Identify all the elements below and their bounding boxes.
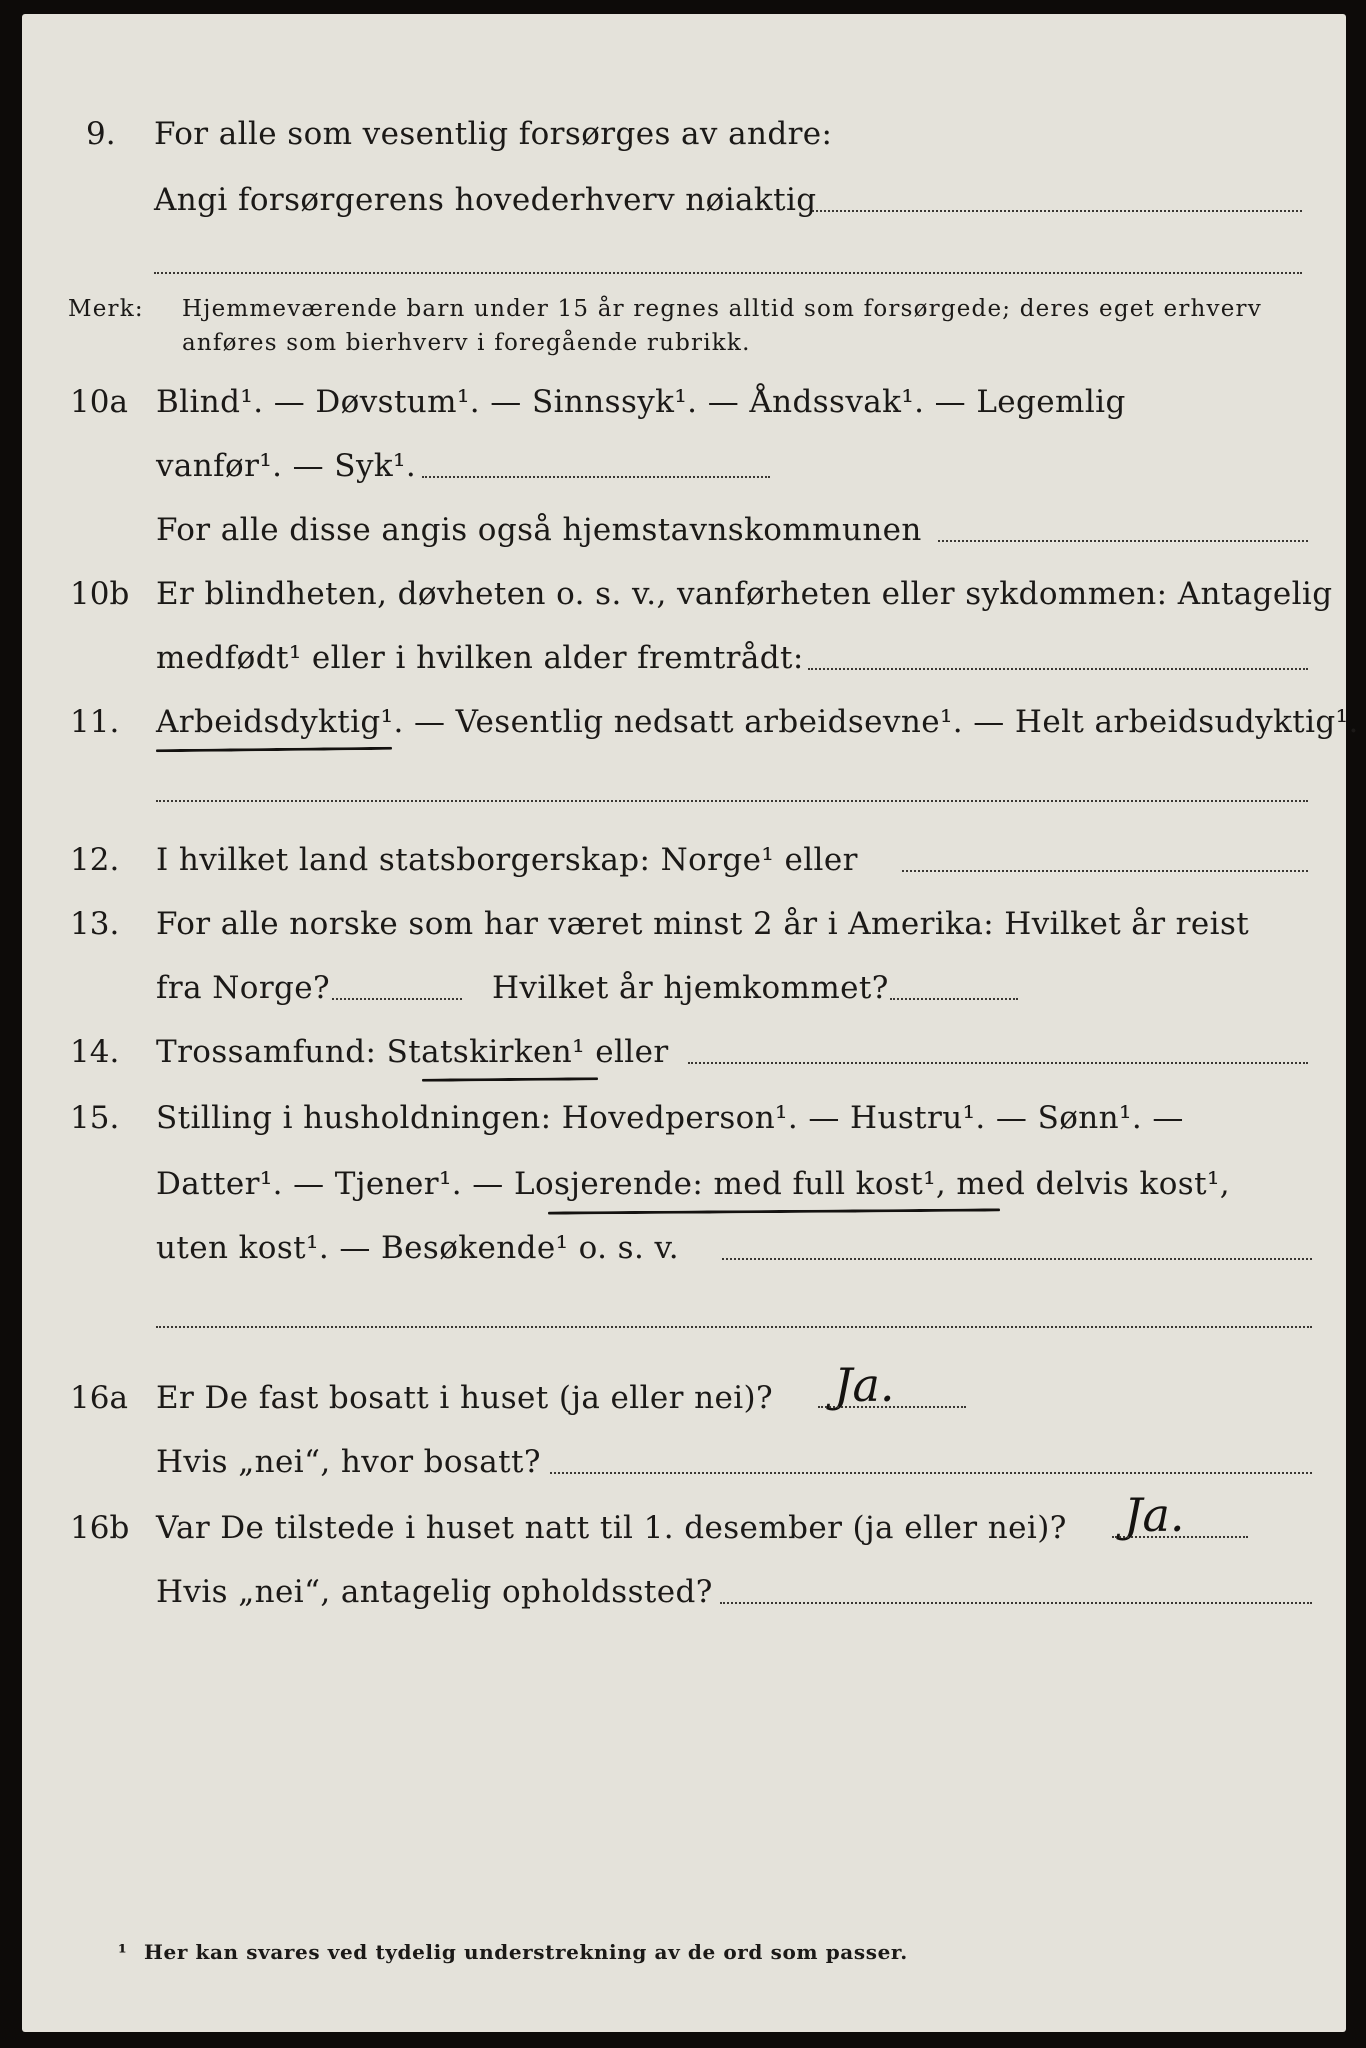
q16a-line-2: Hvis „nei“, hvor bosatt? [156,1444,541,1480]
q16b-answer-line[interactable] [1112,1536,1248,1538]
q9-number: 9. [86,116,116,152]
q16a-handwritten-answer: Ja. [834,1358,895,1412]
q14-line-1: Trossamfund: Statskirken¹ eller [156,1034,669,1070]
q10a-line-2: vanfør¹. — Syk¹. [156,448,417,484]
q16a-line-1: Er De fast bosatt i huset (ja eller nei)? [156,1380,774,1416]
q14-handwritten-underline [422,1077,598,1082]
q13-number: 13. [70,906,120,942]
q16b-handwritten-answer: Ja. [1124,1488,1185,1542]
q14-answer-line[interactable] [688,1062,1308,1064]
q16b-opholdssted-line[interactable] [720,1602,1312,1604]
merk-line-1: Hjemmeværende barn under 15 år regnes alltid som forsørgede; deres eget erhverv [182,296,1262,322]
q13-line-2b: Hvilket år hjemkommet? [492,970,889,1006]
census-form-page [22,14,1359,2032]
q15-answer-line[interactable] [722,1258,1312,1260]
q9-answer-line[interactable] [812,210,1302,212]
footnote-mark: ¹ [118,1940,128,1964]
q16a-number: 16a [70,1380,128,1416]
q9-line-2: Angi forsørgerens hovederhverv nøiaktig [154,182,817,218]
q12-number: 12. [70,842,120,878]
q16a-answer-line[interactable] [818,1406,966,1408]
q15-number: 15. [70,1100,120,1136]
q11-handwritten-underline [156,747,392,752]
q10b-answer-line[interactable] [808,668,1308,670]
q15-handwritten-underline [548,1208,1000,1214]
q9-answer-line-2[interactable] [154,272,1302,274]
q13-line-1: For alle norske som har været minst 2 år i Amerika: Hvilket år reist [156,906,1250,942]
q16b-number: 16b [70,1510,130,1546]
q10a-number: 10a [70,384,128,420]
q13-line-2a: fra Norge? [156,970,331,1006]
q15-line-2: Datter¹. — Tjener¹. — Losjerende: med full kost¹, med delvis kost¹, [156,1166,1231,1202]
q10a-hjemstavn-line[interactable] [938,540,1308,542]
footnote-text: Her kan svares ved tydelig understrekning av de ord som passer. [144,1940,908,1964]
q10b-line-2: medfødt¹ eller i hvilken alder fremtrådt: [156,640,804,676]
q10a-line-1: Blind¹. — Døvstum¹. — Sinnssyk¹. — Åndssvak¹. — Legemlig [156,384,1126,420]
q16b-line-2: Hvis „nei“, antagelig opholdssted? [156,1574,713,1610]
q9-line-1: For alle som vesentlig forsørges av andre: [154,116,833,152]
q15-answer-line-2[interactable] [156,1326,1312,1328]
q10b-line-1: Er blindheten, døvheten o. s. v., vanførheten eller sykdommen: Antagelig [156,576,1333,612]
q16b-line-1: Var De tilstede i huset natt til 1. desember (ja eller nei)? [156,1510,1067,1546]
q10b-number: 10b [70,576,130,612]
q15-line-3: uten kost¹. — Besøkende¹ o. s. v. [156,1230,679,1266]
q12-answer-line[interactable] [902,870,1308,872]
merk-label: Merk: [68,296,144,322]
q15-line-1: Stilling i husholdningen: Hovedperson¹. — Hustru¹. — Sønn¹. — [156,1100,1184,1136]
q10a-line-3: For alle disse angis også hjemstavnskommunen [156,512,922,548]
q11-answer-line[interactable] [156,800,1308,802]
q14-number: 14. [70,1034,120,1070]
q11-number: 11. [70,704,120,740]
q13-reist-line[interactable] [332,998,462,1000]
q13-hjemkommet-line[interactable] [890,998,1018,1000]
q16a-bosatt-line[interactable] [550,1472,1312,1474]
q12-line-1: I hvilket land statsborgerskap: Norge¹ eller [156,842,858,878]
merk-line-2: anføres som bierhverv i foregående rubrikk. [182,330,751,356]
q10a-answer-line[interactable] [422,476,770,478]
q11-line-1: Arbeidsdyktig¹. — Vesentlig nedsatt arbeidsevne¹. — Helt arbeidsudyktig¹. [156,704,1359,740]
